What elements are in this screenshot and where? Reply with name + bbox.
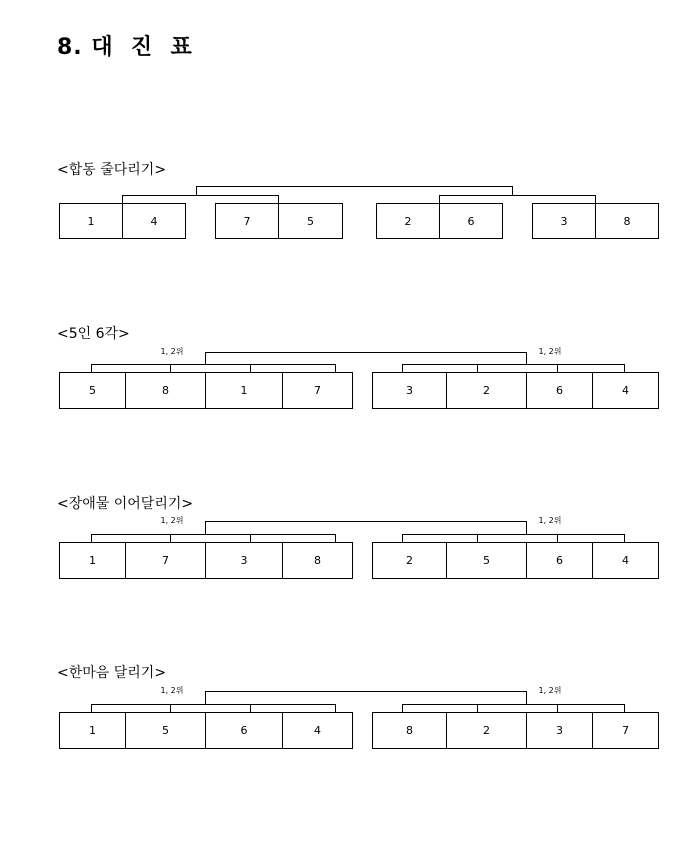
team-box: 3	[526, 712, 593, 749]
bracket-line	[595, 195, 596, 204]
bracket-label: 1, 2위	[538, 347, 562, 356]
team-box: 3	[372, 372, 447, 409]
team-box: 6	[205, 712, 283, 749]
section-title: <한마음 달리기>	[57, 665, 167, 681]
bracket-line	[624, 704, 625, 713]
team-box: 1	[59, 203, 123, 239]
team-box: 7	[282, 372, 353, 409]
bracket-line	[402, 364, 403, 373]
team-box: 5	[278, 203, 343, 239]
bracket-line	[477, 534, 478, 543]
bracket-line	[122, 195, 279, 196]
bracket-line	[512, 186, 513, 196]
bracket-line	[91, 704, 92, 713]
bracket-line	[91, 534, 92, 543]
team-box: 7	[215, 203, 279, 239]
team-box: 5	[446, 542, 527, 579]
bracket-line	[205, 352, 206, 365]
bracket-line	[250, 704, 251, 713]
team-box: 5	[125, 712, 206, 749]
bracket-line	[250, 364, 251, 373]
bracket-line	[402, 364, 625, 365]
section-title: <합동 줄다리기>	[57, 162, 167, 178]
bracket-line	[624, 364, 625, 373]
team-box: 4	[592, 542, 659, 579]
bracket-line	[170, 704, 171, 713]
bracket-line	[557, 704, 558, 713]
bracket-line	[91, 534, 336, 535]
bracket-label: 1, 2위	[538, 686, 562, 695]
bracket-label: 1, 2위	[160, 686, 184, 695]
team-box: 2	[376, 203, 440, 239]
bracket-line	[477, 364, 478, 373]
bracket-line	[335, 364, 336, 373]
team-box: 2	[446, 372, 527, 409]
bracket-line	[624, 534, 625, 543]
bracket-line	[205, 521, 527, 522]
bracket-line	[278, 195, 279, 204]
bracket-line	[250, 534, 251, 543]
bracket-line	[402, 704, 625, 705]
bracket-line	[122, 195, 123, 204]
bracket-line	[557, 534, 558, 543]
bracket-line	[402, 704, 403, 713]
team-box: 6	[526, 372, 593, 409]
team-box: 4	[122, 203, 186, 239]
team-box: 6	[526, 542, 593, 579]
bracket-line	[91, 364, 92, 373]
bracket-line	[205, 521, 206, 535]
team-box: 8	[595, 203, 659, 239]
bracket-line	[196, 186, 197, 196]
team-box: 7	[592, 712, 659, 749]
team-box: 4	[282, 712, 353, 749]
bracket-line	[91, 364, 336, 365]
bracket-label: 1, 2위	[160, 347, 184, 356]
section-title: <장애물 이어달리기>	[57, 496, 194, 512]
bracket-line	[526, 691, 527, 705]
bracket-line	[335, 534, 336, 543]
team-box: 5	[59, 372, 126, 409]
bracket-line	[205, 691, 527, 692]
bracket-line	[526, 521, 527, 535]
team-box: 3	[532, 203, 596, 239]
bracket-line	[335, 704, 336, 713]
team-box: 1	[59, 542, 126, 579]
team-box: 8	[282, 542, 353, 579]
bracket-line	[439, 195, 440, 204]
team-box: 1	[205, 372, 283, 409]
team-box: 8	[125, 372, 206, 409]
bracket-line	[439, 195, 596, 196]
bracket-line	[205, 352, 527, 353]
bracket-line	[170, 534, 171, 543]
team-box: 2	[372, 542, 447, 579]
bracket-line	[170, 364, 171, 373]
page-title: 8. 대 진 표	[57, 35, 193, 60]
bracket-line	[402, 534, 403, 543]
team-box: 7	[125, 542, 206, 579]
team-box: 1	[59, 712, 126, 749]
bracket-line	[526, 352, 527, 365]
team-box: 6	[439, 203, 503, 239]
bracket-line	[477, 704, 478, 713]
bracket-label: 1, 2위	[160, 516, 184, 525]
team-box: 4	[592, 372, 659, 409]
section-title: <5인 6각>	[57, 326, 130, 342]
bracket-line	[402, 534, 625, 535]
team-box: 8	[372, 712, 447, 749]
bracket-label: 1, 2위	[538, 516, 562, 525]
team-box: 3	[205, 542, 283, 579]
team-box: 2	[446, 712, 527, 749]
bracket-line	[196, 186, 513, 187]
bracket-line	[91, 704, 336, 705]
bracket-line	[205, 691, 206, 705]
bracket-line	[557, 364, 558, 373]
